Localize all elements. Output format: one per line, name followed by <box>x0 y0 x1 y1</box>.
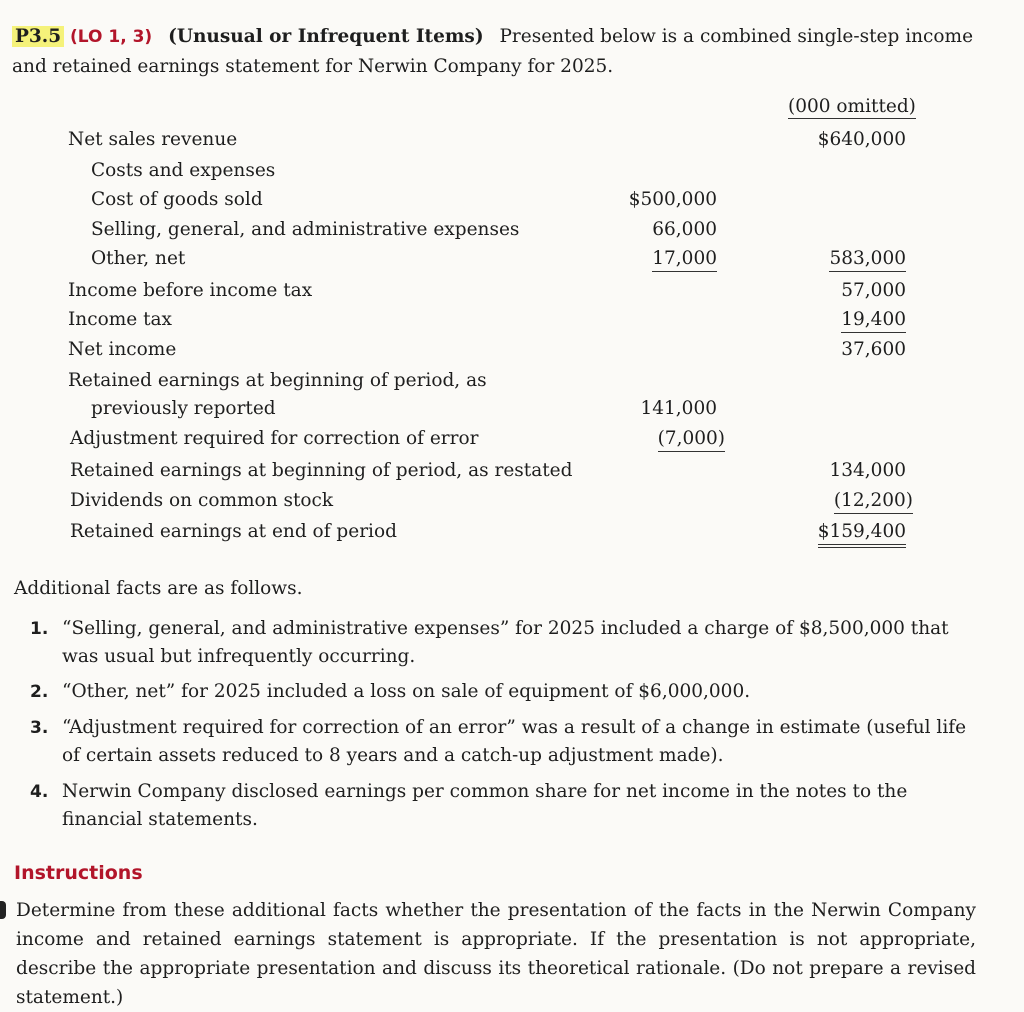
row-amount-total: 57,000 <box>841 280 906 301</box>
learning-objectives: (LO 1, 3) <box>70 27 153 47</box>
row-amount-total: $159,400 <box>818 520 906 548</box>
fact-number: 3. <box>30 718 49 738</box>
row-label: Other, net <box>91 248 186 269</box>
row-amount-total: (12,200) <box>834 489 913 514</box>
row-label: Cost of goods sold <box>91 189 263 210</box>
row-label: Income tax <box>68 309 172 330</box>
fact-number: 2. <box>30 682 49 702</box>
row-label: Dividends on common stock <box>70 490 334 511</box>
fact-text: “Adjustment required for correction of an error” was a result of a change in estimate (useful life of certain assets reduced to 8 years and a catch-up adjustment made). <box>62 717 967 766</box>
row-amount-total: 37,600 <box>841 339 906 360</box>
problem-header <box>12 22 1002 82</box>
row-label: Net sales revenue <box>68 129 238 150</box>
row-label: Selling, general, and administrative expenses <box>91 219 520 240</box>
row-label: Retained earnings at beginning of period, as <box>68 370 487 391</box>
row-label: Income before income tax <box>68 280 313 301</box>
row-label: Retained earnings at end of period <box>70 521 397 542</box>
instructions-heading: Instructions <box>14 862 143 884</box>
units-note: (000 omitted) <box>788 96 916 117</box>
row-amount-detail: 141,000 <box>640 398 717 419</box>
problem-topic: (Unusual or Infrequent Items) <box>168 26 484 47</box>
fact-text: “Other, net” for 2025 included a loss on sale of equipment of $6,000,000. <box>62 681 751 702</box>
row-amount-total: $640,000 <box>817 129 906 150</box>
row-amount-detail: 17,000 <box>652 247 717 272</box>
instructions-text: Determine from these additional facts whether the presentation of the facts in the Nerwin Company income and retained earnings statement is appropriate. If the presentation is not appropriate, describe the appropriate presentation and discuss its theoretical rationale. (Do not prepare a revised statement.) <box>16 900 976 1008</box>
row-amount-total: 19,400 <box>841 308 906 333</box>
row-amount-total: 134,000 <box>829 460 906 481</box>
fact-text: Nerwin Company disclosed earnings per common share for net income in the notes to the financial statements. <box>62 781 908 830</box>
problem-number: P3.5 <box>12 26 64 47</box>
row-amount-detail: 66,000 <box>652 219 717 240</box>
row-label: Adjustment required for correction of error <box>70 428 479 449</box>
problem-intro: Presented below is a combined single-step income and retained earnings statement for Nerwin Company for 2025. <box>12 26 974 77</box>
fact-number: 1. <box>30 619 49 639</box>
fact-item <box>30 615 980 671</box>
row-amount-detail: $500,000 <box>628 189 717 210</box>
fact-item <box>30 778 980 834</box>
row-label: Retained earnings at beginning of period, as restated <box>70 460 573 481</box>
row-label: previously reported <box>91 398 276 419</box>
row-amount-detail: (7,000) <box>658 427 725 452</box>
fact-number: 4. <box>30 782 49 802</box>
facts-intro: Additional facts are as follows. <box>14 578 303 599</box>
fact-item <box>30 714 980 770</box>
fact-item <box>30 678 980 706</box>
row-label: Costs and expenses <box>91 160 276 181</box>
fact-text: “Selling, general, and administrative expenses” for 2025 included a charge of $8,500,000 that was usual but infrequently occurring. <box>62 618 949 667</box>
margin-marker <box>0 901 6 919</box>
row-amount-total: 583,000 <box>829 247 906 272</box>
row-label: Net income <box>68 339 177 360</box>
